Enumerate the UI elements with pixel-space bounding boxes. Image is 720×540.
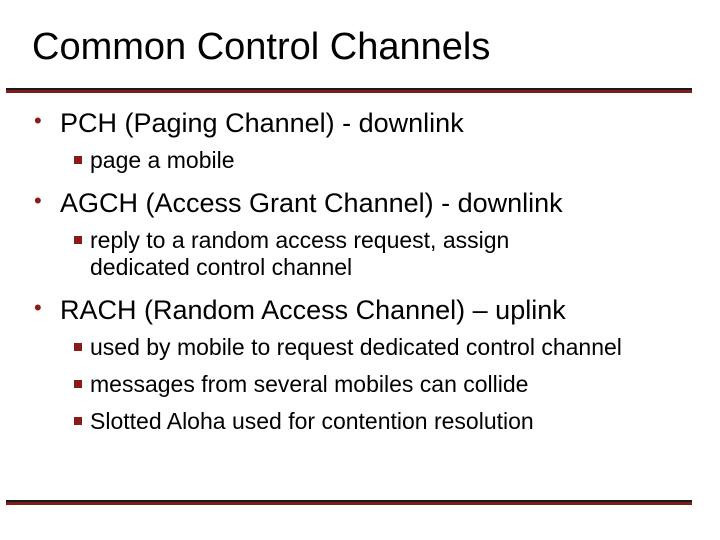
square-bullet-icon xyxy=(74,156,82,164)
bullet-text: PCH (Paging Channel) - downlink xyxy=(60,108,464,138)
top-divider xyxy=(6,88,692,94)
slide-body xyxy=(34,106,704,435)
sub-bullet-text: used by mobile to request dedicated control channel xyxy=(90,334,622,360)
sub-bullet-text: page a mobile xyxy=(90,147,235,173)
sub-bullet-text: reply to a random access request, assign dedicated control channel xyxy=(90,227,510,280)
sub-bullet xyxy=(74,371,704,398)
sub-bullet xyxy=(74,147,704,174)
square-bullet-icon xyxy=(74,417,82,425)
square-bullet-icon xyxy=(74,236,82,244)
bullet-icon: • xyxy=(34,188,42,213)
bullet-text: RACH (Random Access Channel) – uplink xyxy=(60,295,566,325)
sub-bullet xyxy=(74,408,704,435)
square-bullet-icon xyxy=(74,380,82,388)
square-bullet-icon xyxy=(74,343,82,351)
sub-bullet xyxy=(74,227,610,281)
bullet-agch xyxy=(34,186,704,220)
bullet-icon: • xyxy=(34,108,42,133)
bullet-text: AGCH (Access Grant Channel) - downlink xyxy=(60,188,563,218)
slide-title: Common Control Channels xyxy=(32,26,491,68)
sub-bullet xyxy=(74,334,650,361)
bullet-rach xyxy=(34,293,704,327)
bullet-pch xyxy=(34,106,704,140)
sub-bullet-text: Slotted Aloha used for contention resolution xyxy=(90,408,534,434)
bottom-divider xyxy=(6,500,692,506)
sub-bullet-text: messages from several mobiles can collide xyxy=(90,371,529,397)
bullet-icon: • xyxy=(34,295,42,320)
